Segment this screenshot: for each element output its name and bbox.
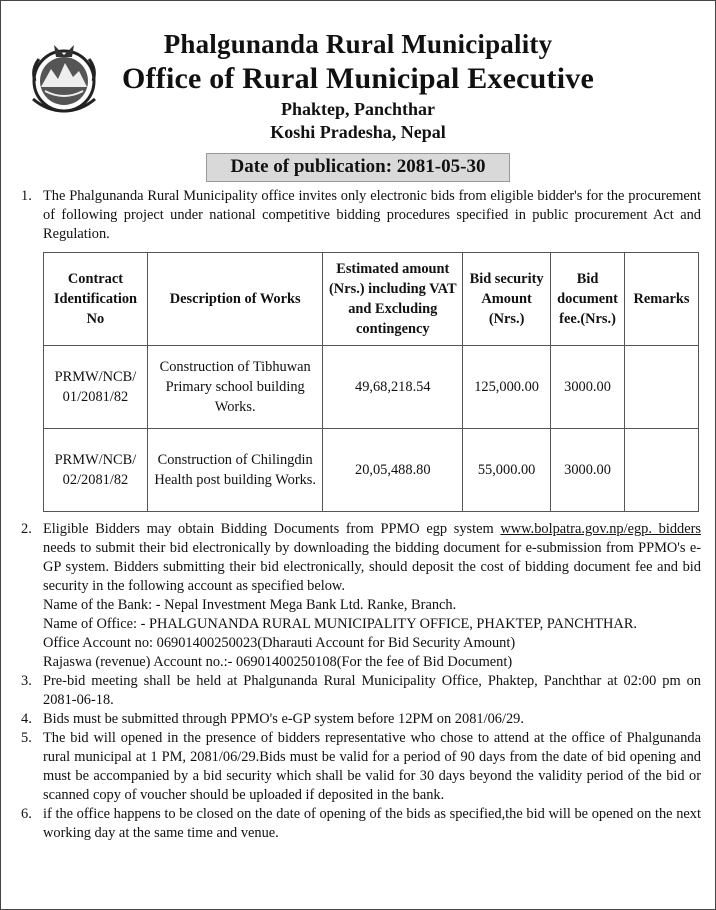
notice-item-4 xyxy=(15,710,701,729)
notice-body xyxy=(15,187,701,843)
description-cell: Construction of Chilingdin Health post building Works. xyxy=(147,429,323,512)
publication-date-wrapper xyxy=(1,153,715,182)
description-cell: Construction of Tibhuwan Primary school building Works. xyxy=(147,346,323,429)
remarks-cell xyxy=(625,346,699,429)
remarks-cell xyxy=(625,429,699,512)
column-header: Estimated amount (Nrs.) including VAT and Excluding contingency xyxy=(323,253,463,346)
column-header: Contract Identification No xyxy=(44,253,148,346)
ppmo-egp-link[interactable]: www.bolpatra.gov.np/egp. bidders xyxy=(500,521,701,537)
address-line-1: Phaktep, Panchthar xyxy=(280,99,435,119)
item-number: 4. xyxy=(21,711,32,727)
document-fee-cell: 3000.00 xyxy=(551,429,625,512)
item-text: The Phalgunanda Rural Municipality office invites only electronic bids from eligible bidder's for the procurement of following project under national competitive bidding procedures specified in public procurement Act and Regulation. xyxy=(43,188,701,242)
column-header: Remarks xyxy=(625,253,699,346)
bank-name: Name of the Bank: - Nepal Investment Mega Bank Ltd. Ranke, Branch. xyxy=(43,597,457,613)
office-name: Name of Office: - PHALGUNANDA RURAL MUNICIPALITY OFFICE, PHAKTEP, PANCHTHAR. xyxy=(43,616,638,632)
column-header: Bid security Amount (Nrs.) xyxy=(463,253,551,346)
item-text: Pre-bid meeting shall be held at Phalgunanda Rural Municipality Office, Phaktep, Panchthar at 02:00 pm on 2081-06-18. xyxy=(43,673,701,708)
bid-security-cell: 125,000.00 xyxy=(463,346,551,429)
item-number: 5. xyxy=(21,730,32,746)
column-header: Bid document fee.(Nrs.) xyxy=(551,253,625,346)
bid-security-cell: 55,000.00 xyxy=(463,429,551,512)
item-text: The bid will opened in the presence of bidders representative who chose to attend at the office of Phalgunanda rural municipal at 1 PM, 2081/06/29.Bids must be valid for a period of 90 days from the date of bid opening and must be accompanied by a bid security which shall be valid for 30 days beyond the validity period of the bid or scanned copy of voucher should be uploaded if deposited in the bank. xyxy=(43,730,701,803)
notice-item-5 xyxy=(15,729,701,805)
notice-item-1 xyxy=(15,187,701,244)
item-number: 3. xyxy=(21,673,32,689)
document-fee-cell: 3000.00 xyxy=(551,346,625,429)
column-header: Description of Works xyxy=(147,253,323,346)
item-text: if the office happens to be closed on the date of opening of the bids as specified,the bid will be opened on the next working day at the same time and venue. xyxy=(43,806,701,841)
revenue-account: Rajaswa (revenue) Account no.:- 06901400250108(For the fee of Bid Document) xyxy=(43,654,513,670)
organization-name: Phalgunanda Rural Municipality xyxy=(163,29,553,59)
item-text-intro-cont: needs to submit their bid electronically by downloading the bidding document for e-submission from PPMO's e-GP system. Bidders submitting their bid electronically, should deposit the cost of bidding document fee and bid security in the following account as specified below. xyxy=(43,540,701,594)
office-account: Office Account no: 06901400250023(Dharauti Account for Bid Security Amount) xyxy=(43,635,516,651)
office-title: Office of Rural Municipal Executive xyxy=(122,62,594,95)
item-number: 2. xyxy=(21,521,32,537)
bid-table xyxy=(43,252,699,512)
table-row xyxy=(44,429,699,512)
item-text: Bids must be submitted through PPMO's e-GP system before 12PM on 2081/06/29. xyxy=(43,711,524,727)
item-text-intro: Eligible Bidders may obtain Bidding Documents from PPMO egp system xyxy=(43,521,501,537)
notice-item-2 xyxy=(15,520,701,672)
contract-id-cell: PRMW/NCB/ 01/2081/82 xyxy=(44,346,148,429)
notice-item-3 xyxy=(15,672,701,710)
estimated-amount-cell: 49,68,218.54 xyxy=(323,346,463,429)
table-header-row xyxy=(44,253,699,346)
notice-item-6 xyxy=(15,805,701,843)
address-line-2: Koshi Pradesha, Nepal xyxy=(270,122,446,142)
estimated-amount-cell: 20,05,488.80 xyxy=(323,429,463,512)
item-number: 6. xyxy=(21,806,32,822)
item-number: 1. xyxy=(21,188,32,204)
publication-date: Date of publication: 2081-05-30 xyxy=(206,153,511,182)
notice-header xyxy=(1,1,715,149)
table-row xyxy=(44,346,699,429)
contract-id-cell: PRMW/NCB/ 02/2081/82 xyxy=(44,429,148,512)
